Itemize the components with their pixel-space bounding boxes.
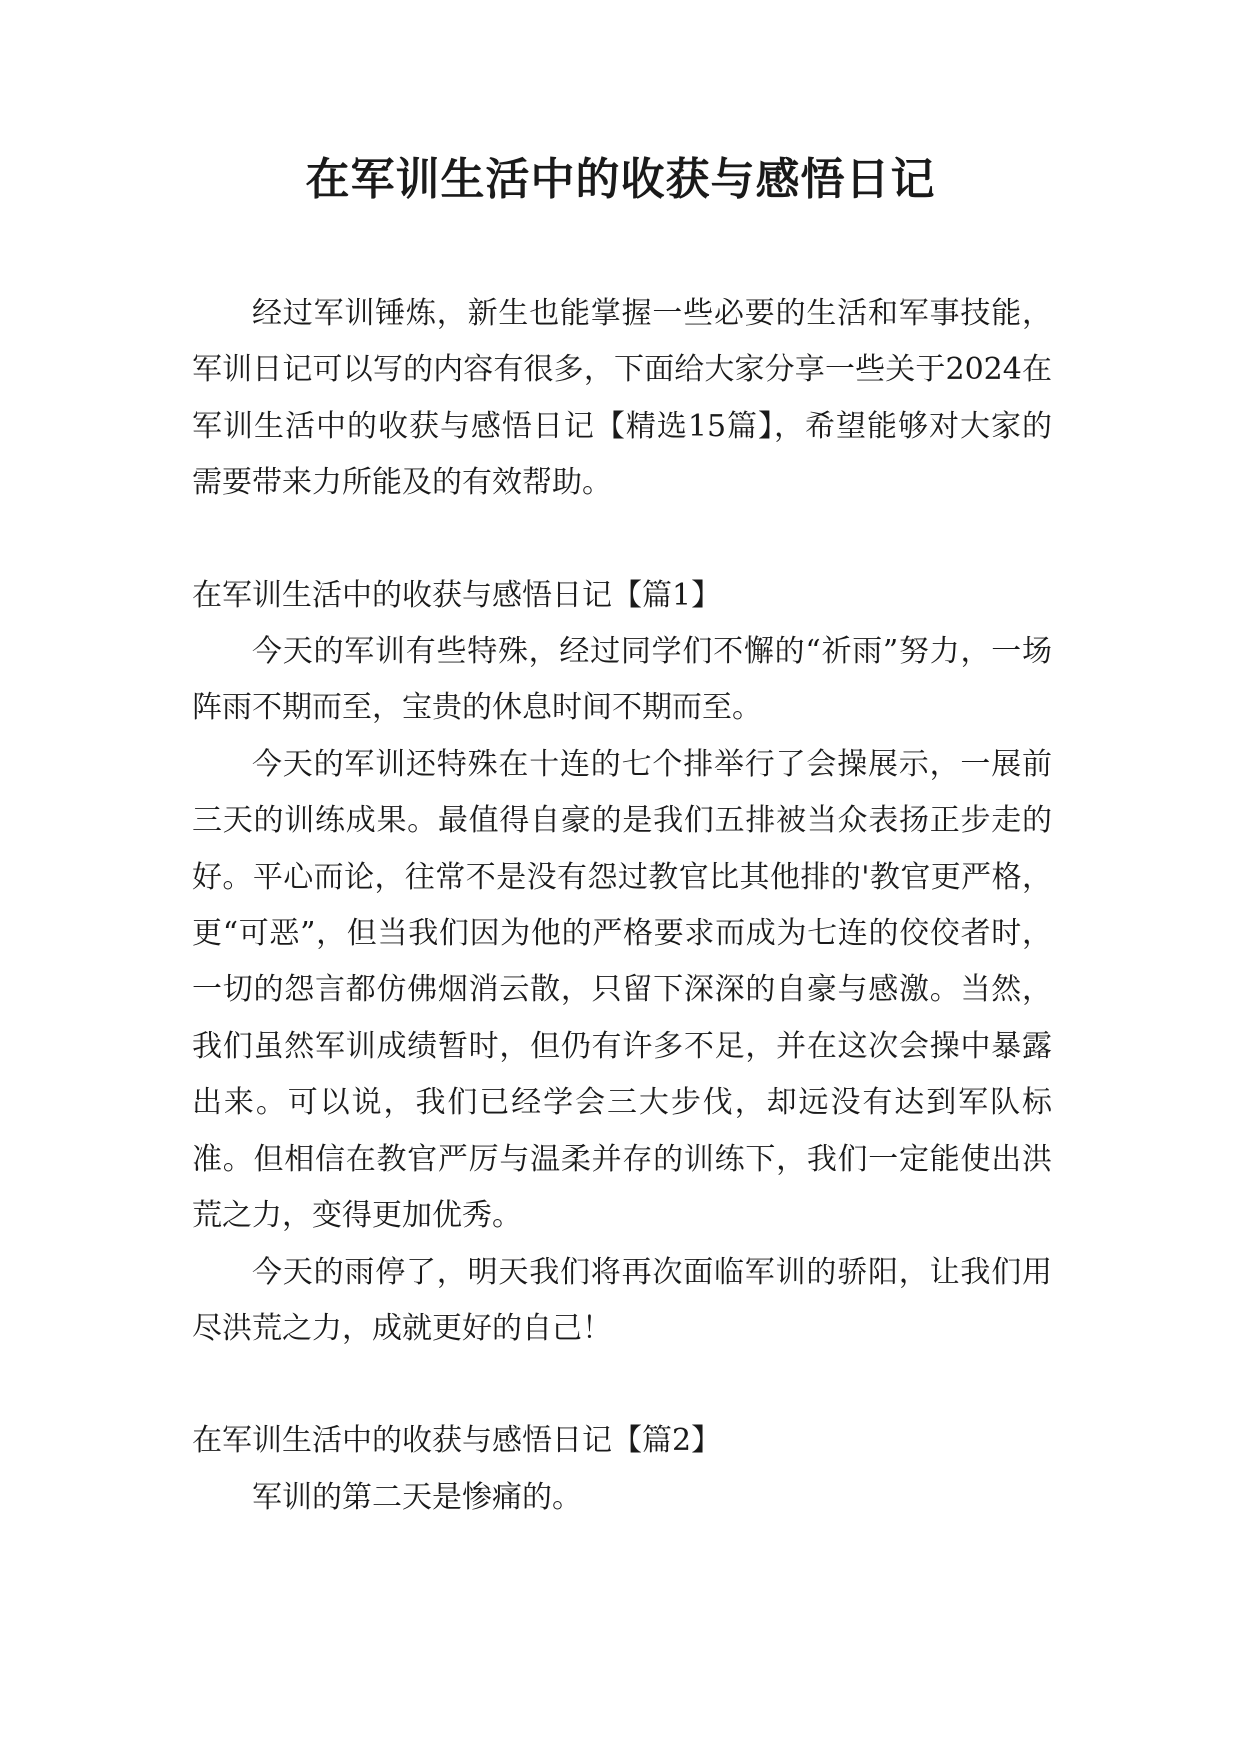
section-1-paragraph-1: 今天的军训有些特殊，经过同学们不懈的“祈雨”努力，一场阵雨不期而至，宝贵的休息时间不期而至。 bbox=[192, 634, 1052, 726]
intro-paragraph: 经过军训锤炼，新生也能掌握一些必要的生活和军事技能，军训日记可以写的内容有很多，下面给大家分享一些关于2024在军训生活中的收获与感悟日记【精选15篇】，希望能够对大家的需要带来力所能及的有效帮助。 bbox=[192, 296, 1052, 501]
section-2-heading: 在军训生活中的收获与感悟日记【篇2】 bbox=[192, 1423, 722, 1459]
document-body bbox=[192, 286, 1052, 1526]
section-1-paragraph-3: 今天的雨停了，明天我们将再次面临军训的骄阳，让我们用尽洪荒之力，成就更好的自己！ bbox=[192, 1254, 1052, 1346]
section-spacer bbox=[192, 512, 1052, 568]
section-2-paragraph-1: 军训的第二天是惨痛的。 bbox=[252, 1479, 582, 1515]
section-1-heading: 在军训生活中的收获与感悟日记【篇1】 bbox=[192, 577, 722, 613]
document-title: 在军训生活中的收获与感悟日记 bbox=[305, 154, 936, 205]
section-spacer bbox=[192, 1357, 1052, 1413]
section-1-paragraph-2: 今天的军训还特殊在十连的七个排举行了会操展示，一展前三天的训练成果。最值得自豪的是我们五排被当众表扬正步走的好。平心而论，往常不是没有怨过教官比其他排的'教官更严格，更“可恶”，但当我们因为他的严格要求而成为七连的佼佼者时，一切的怨言都仿佛烟消云散，只留下深深的自豪与感激。当然，我们虽然军训成绩暂时，但仍有许多不足，并在这次会操中暴露出来。可以说，我们已经学会三大步伐，却远没有达到军队标准。但相信在教官严厉与温柔并存的训练下，我们一定能使出洪荒之力，变得更加优秀。 bbox=[192, 746, 1052, 1234]
